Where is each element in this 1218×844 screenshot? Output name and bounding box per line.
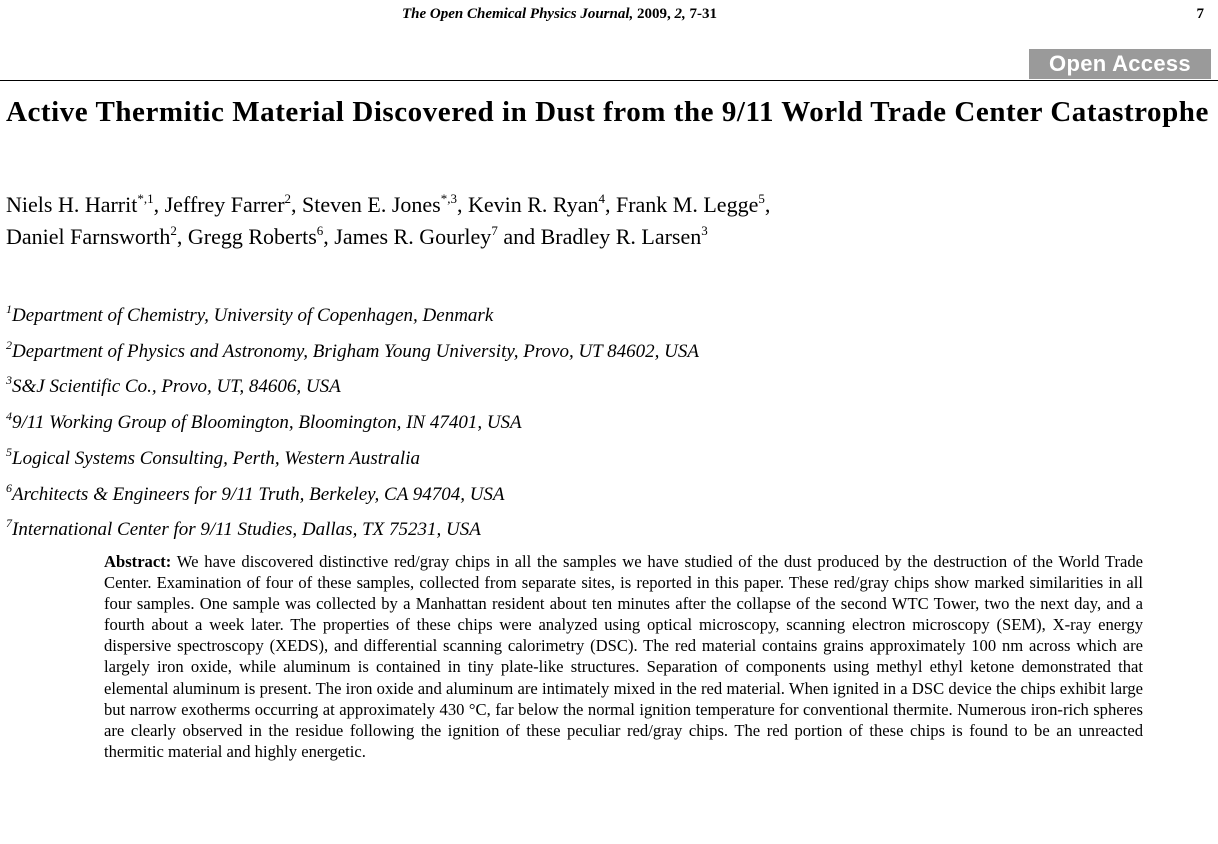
affiliation-number: 1 <box>6 302 12 316</box>
affiliation-item <box>6 298 1106 334</box>
author-separator: , <box>323 224 335 249</box>
author <box>165 192 291 217</box>
affiliation-text: Department of Physics and Astronomy, Brigham Young University, Provo, UT 84602, USA <box>12 340 699 362</box>
author-affiliation-mark: 5 <box>758 191 765 206</box>
author-name: Kevin R. Ryan <box>467 192 599 217</box>
author <box>616 192 765 217</box>
author <box>6 224 177 249</box>
journal-pages: 7-31 <box>689 6 718 22</box>
author-separator: and <box>497 224 541 249</box>
author <box>302 192 457 217</box>
author <box>334 224 498 249</box>
affiliation-item <box>6 477 1106 513</box>
affiliation-text: Department of Chemistry, University of Copenhagen, Denmark <box>12 305 494 326</box>
author-affiliation-mark: 2 <box>170 223 177 238</box>
author-name: Steven E. Jones <box>302 192 441 217</box>
author-name: Jeffrey Farrer <box>164 192 285 217</box>
affiliation-item <box>6 441 1106 477</box>
affiliation-number: 4 <box>6 409 12 424</box>
affiliation-text: Logical Systems Consulting, Perth, Western Australia <box>12 447 420 469</box>
author-separator: , <box>291 192 303 217</box>
journal-volume: 2, <box>674 6 686 22</box>
author <box>6 192 154 217</box>
author-name: Bradley R. Larsen <box>540 224 702 249</box>
open-access-badge: Open Access <box>1029 49 1211 79</box>
author-separator: , <box>764 192 771 217</box>
author-name: Frank M. Legge <box>615 192 759 217</box>
affiliation-item <box>6 405 1106 441</box>
author-affiliation-mark: 2 <box>284 191 292 206</box>
affiliation-number: 2 <box>6 337 12 352</box>
journal-name: The Open Chemical Physics Journal, <box>402 6 634 22</box>
abstract-label: Abstract: <box>104 552 172 571</box>
author-name: Niels H. Harrit <box>6 192 138 217</box>
author-affiliation-mark: 3 <box>701 223 708 238</box>
author-affiliation-mark: *,1 <box>137 191 154 206</box>
affiliation-list <box>6 298 1106 548</box>
journal-year: 2009, <box>637 6 671 22</box>
author <box>468 192 605 217</box>
running-head <box>0 6 1218 28</box>
author-list <box>6 189 1106 253</box>
affiliation-text: International Center for 9/11 Studies, Dallas, TX 75231, USA <box>12 519 481 541</box>
author-affiliation-mark: *,3 <box>440 191 457 206</box>
affiliation-number: 5 <box>6 444 12 459</box>
author-separator: , <box>153 192 165 217</box>
author <box>541 224 708 249</box>
affiliation-number: 3 <box>6 373 12 388</box>
affiliation-item <box>6 512 1106 548</box>
affiliation-item <box>6 369 1106 405</box>
journal-citation <box>402 6 717 23</box>
author-separator: , <box>604 192 616 217</box>
author-affiliation-mark: 4 <box>598 191 605 206</box>
header-rule <box>0 80 1218 81</box>
affiliation-number: 6 <box>6 480 12 495</box>
author-separator: , <box>176 224 188 249</box>
author-name: Gregg Roberts <box>187 224 317 249</box>
affiliation-text: 9/11 Working Group of Bloomington, Bloomington, IN 47401, USA <box>12 412 522 434</box>
page-number: 7 <box>1196 6 1204 22</box>
affiliation-number: 7 <box>6 516 12 531</box>
author <box>188 224 323 249</box>
affiliation-text: Architects & Engineers for 9/11 Truth, Berkeley, CA 94704, USA <box>12 483 505 505</box>
paper-title: Active Thermitic Material Discovered in Dust from the 9/11 World Trade Center Catastrophe <box>6 96 1209 128</box>
abstract-text: We have discovered distinctive red/gray chips in all the samples we have studied of the dust produced by the destruction of the World Trade Center. Examination of four of these samples, collected from separate sites, is reported in this paper. These red/gray chips show marked similarities in all four samples. One sample was collected by a Manhattan resident about ten minutes after the collapse of the second WTC Tower, two the next day, and a fourth about a week later. The properties of these chips were analyzed using optical microscopy, scanning electron microscopy (SEM), X-ray energy dispersive spectroscopy (XEDS), and differential scanning calorimetry (DSC). The red material contains grains approximately 100 nm across which are largely iron oxide, while aluminum is contained in tiny plate-like structures. Separation of components using methyl ethyl ketone demonstrated that elemental aluminum is present. The iron oxide and aluminum are intimately mixed in the red material. When ignited in a DSC device the chips exhibit large but narrow exotherms occurring at approximately 430 °C, far below the normal ignition temperature for conventional thermite. Numerous iron-rich spheres are clearly observed in the residue following the ignition of these peculiar red/gray chips. The red portion of these chips is found to be an unreacted thermitic material and highly energetic. <box>104 552 1143 761</box>
author-name: Daniel Farnsworth <box>6 224 171 249</box>
abstract <box>104 551 1143 762</box>
author-separator: , <box>456 192 468 217</box>
author-affiliation-mark: 6 <box>316 223 324 238</box>
author-name: James R. Gourley <box>334 224 492 249</box>
author-affiliation-mark: 7 <box>491 223 498 238</box>
affiliation-text: S&J Scientific Co., Provo, UT, 84606, USA <box>12 376 341 398</box>
affiliation-item <box>6 334 1106 370</box>
